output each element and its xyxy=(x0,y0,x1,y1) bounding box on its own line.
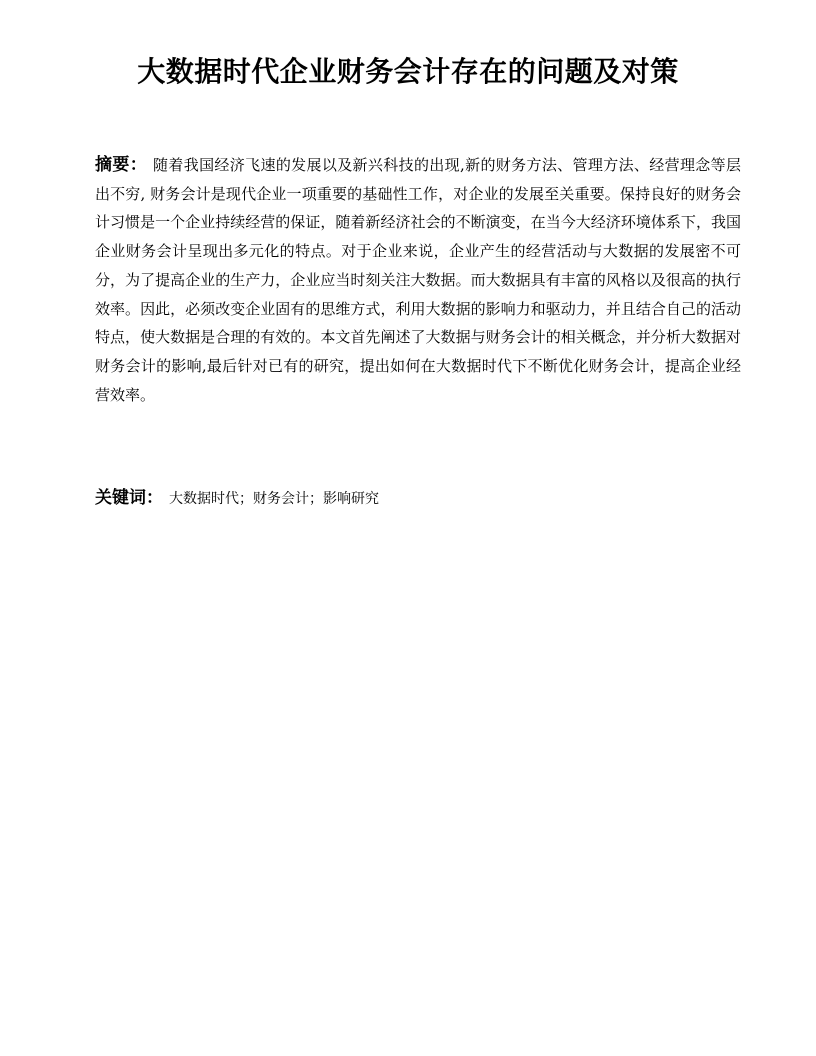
abstract-paragraph xyxy=(95,151,741,409)
document-title: 大数据时代企业财务会计存在的问题及对策 xyxy=(137,55,679,88)
abstract-label: 摘要： xyxy=(95,155,148,175)
abstract-text: 随着我国经济飞速的发展以及新兴科技的出现,新的财务方法、管理方法、经营理念等层出不穷, 财务会计是现代企业一项重要的基础性工作，对企业的发展至关重要。保持良好的财务会计习惯是一个企业持续经营的保证，随着新经济社会的不断演变，在当今大经济环境体系下，我国企业财务会计呈现出多元化的特点。对于企业来说，企业产生的经营活动与大数据的发展密不可分，为了提高企业的生产力，企业应当时刻关注大数据。而大数据具有丰富的风格以及很高的执行效率。因此，必须改变企业固有的思维方式，利用大数据的影响力和驱动力，并且结合自己的活动特点，使大数据是合理的有效的。本文首先阐述了大数据与财务会计的相关概念，并分析大数据对财务会计的影响,最后针对已有的研究，提出如何在大数据时代下不断优化财务会计，提高企业经营效率。 xyxy=(95,156,741,404)
keywords-line xyxy=(95,484,741,513)
keywords-label: 关键词： xyxy=(95,488,163,508)
keywords-text: 大数据时代；财务会计；影响研究 xyxy=(169,491,379,507)
